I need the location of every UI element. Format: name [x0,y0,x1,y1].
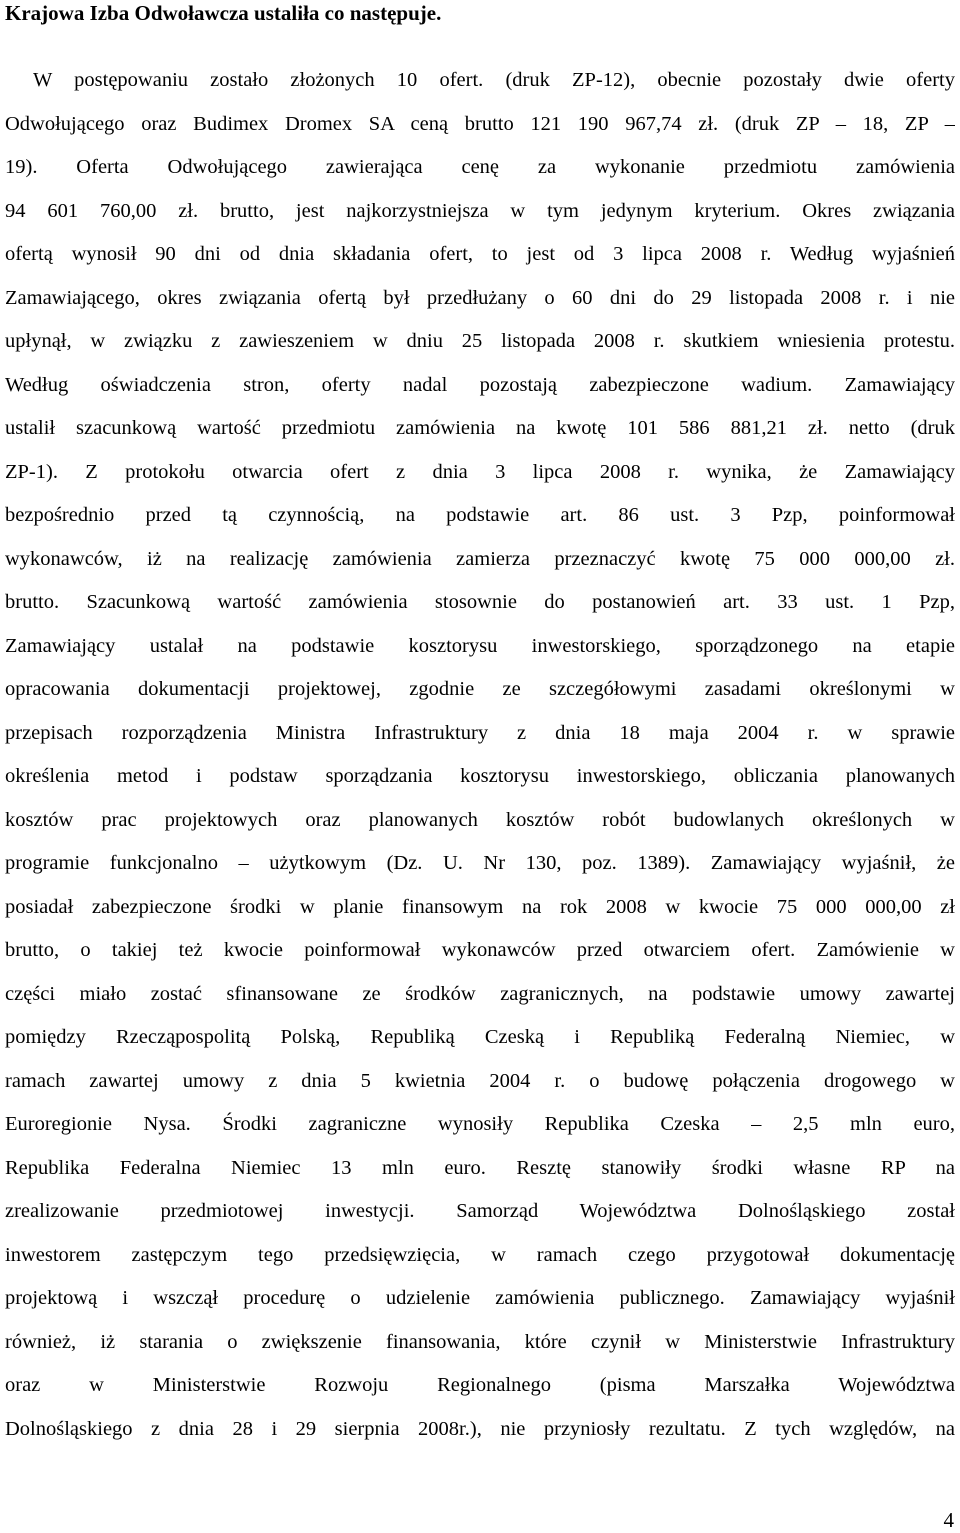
text-line: opracowania dokumentacji projektowej, zgodnie ze szczegółowymi zasadami określonymi w [5,678,955,700]
text-line: ofertą wynosił 90 dni od dnia składania ofert, to jest od 3 lipca 2008 r. Według wyjaśnień [5,243,955,265]
text-line: również, iż starania o zwiększenie finansowania, które czynił w Ministerstwie Infrastruktury [5,1330,955,1353]
text-line: Republika Federalna Niemiec 13 mln euro. Resztę stanowiły środki własne RP na [5,1156,955,1179]
text-line: oraz w Ministerstwie Rozwoju Regionalnego (pisma Marszałka Województwa [5,1374,955,1396]
text-line: kosztów prac projektowych oraz planowanych kosztów robót budowlanych określonych w [5,808,955,831]
text-line: W postępowaniu zostało złożonych 10 ofert. (druk ZP-12), obecnie pozostały dwie oferty [33,69,955,91]
text-line: brutto. Szacunkową wartość zamówienia stosownie do postanowień art. 33 ust. 1 Pzp, [5,591,955,613]
text-line: pomiędzy Rzecząpospolitą Polską, Republiką Czeską i Republiką Federalną Niemiec, w [5,1026,955,1048]
section-heading: Krajowa Izba Odwoławcza ustaliła co następuje. [5,1,442,25]
text-line: części miało zostać sfinansowane ze środków zagranicznych, na podstawie umowy zawartej [5,982,955,1005]
text-line: wykonawców, iż na realizację zamówienia zamierza przeznaczyć kwotę 75 000 000,00 zł. [5,547,955,570]
text-line: Odwołującego oraz Budimex Dromex SA ceną brutto 121 190 967,74 zł. (druk ZP – 18, ZP – [5,112,955,135]
text-line: inwestorem zastępczym tego przedsięwzięcia, w ramach czego przygotował dokumentację [5,1243,955,1266]
text-line: ZP-1). Z protokołu otwarcia ofert z dnia 3 lipca 2008 r. wynika, że Zamawiający [5,460,955,483]
text-line: określenia metod i podstaw sporządzania kosztorysu inwestorskiego, obliczania planowanych [5,765,955,787]
text-line: posiadał zabezpieczone środki w planie finansowym na rok 2008 w kwocie 75 000 000,00 zł [5,895,955,918]
text-line: programie funkcjonalno – użytkowym (Dz. U. Nr 130, poz. 1389). Zamawiający wyjaśnił, że [5,852,955,874]
body-paragraph [5,59,955,1451]
text-line: Zamawiający ustalał na podstawie kosztorysu inwestorskiego, sporządzonego na etapie [5,634,955,657]
text-line: brutto, o takiej też kwocie poinformował wykonawców przed otwarciem ofert. Zamówienie w [5,939,955,961]
text-line: Dolnośląskiego z dnia 28 i 29 sierpnia 2008r.), nie przyniosły rezultatu. Z tych względów, na [5,1417,955,1440]
text-line: 94 601 760,00 zł. brutto, jest najkorzystniejsza w tym jedynym kryterium. Okres związania [5,199,955,222]
text-line: Według oświadczenia stron, oferty nadal pozostają zabezpieczone wadium. Zamawiający [5,373,955,396]
text-line: upłynął, w związku z zawieszeniem w dniu 25 listopada 2008 r. skutkiem wniesienia protestu. [5,330,955,352]
text-line: 19). Oferta Odwołującego zawierająca cenę za wykonanie przedmiotu zamówienia [5,156,955,178]
text-line: zrealizowanie przedmiotowej inwestycji. Samorząd Województwa Dolnośląskiego został [5,1200,955,1222]
text-line: Zamawiającego, okres związania ofertą był przedłużany o 60 dni do 29 listopada 2008 r. i nie [5,286,955,309]
text-line: bezpośrednio przed tą czynnością, na podstawie art. 86 ust. 3 Pzp, poinformował [5,504,955,526]
text-line: ustalił szacunkową wartość przedmiotu zamówienia na kwotę 101 586 881,21 zł. netto (druk [5,417,955,439]
text-line: ramach zawartej umowy z dnia 5 kwietnia 2004 r. o budowę połączenia drogowego w [5,1069,955,1092]
text-line: przepisach rozporządzenia Ministra Infrastruktury z dnia 18 maja 2004 r. w sprawie [5,721,955,744]
text-line: Euroregionie Nysa. Środki zagraniczne wynosiły Republika Czeska – 2,5 mln euro, [5,1113,955,1135]
text-line: projektową i wszczął procedurę o udzielenie zamówienia publicznego. Zamawiający wyjaśnił [5,1287,955,1309]
page-number: 4 [943,1508,954,1532]
